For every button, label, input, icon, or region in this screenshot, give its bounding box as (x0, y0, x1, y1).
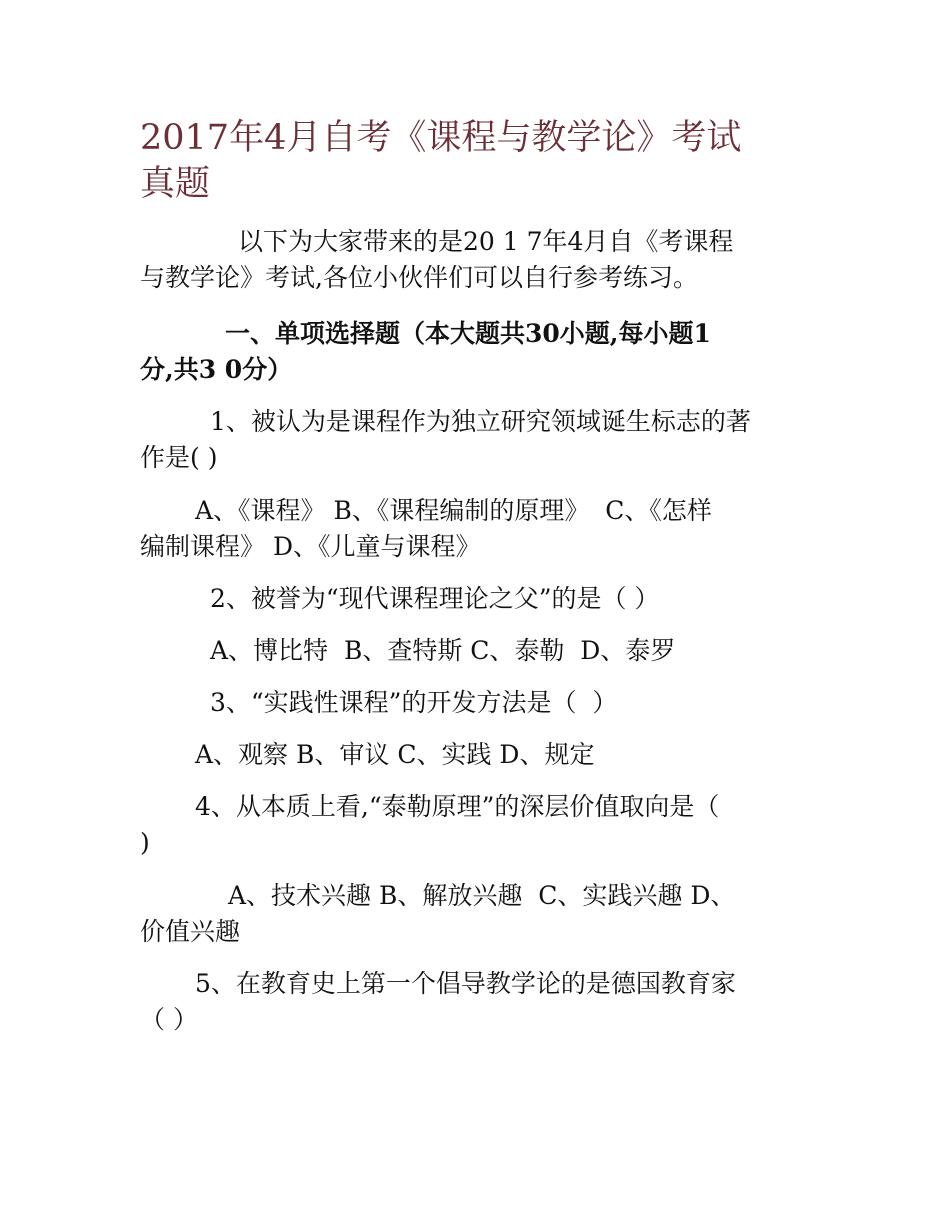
question-4-line-2: ) (140, 828, 150, 857)
question-1-options-line-2: 编制课程》 D、《儿童与课程》 (140, 532, 481, 561)
question-3-options-line-1: A、观察 B、审议 C、实践 D、规定 (195, 740, 595, 769)
question-5-line-2: （ ） (140, 1005, 198, 1034)
section-heading-line-1: 一、单项选择题（本大题共30小题,每小题1 (225, 319, 711, 348)
question-1-options-line-1: A、《课程》 B、《课程编制的原理》 C、《怎样 (195, 496, 712, 525)
question-4-line-1: 4、从本质上看,“泰勒原理”的深层价值取向是（ (195, 792, 720, 821)
intro-line-1: 以下为大家带来的是20 1 7年4月自《考课程 (238, 227, 734, 256)
question-4-options-line-1: A、技术兴趣 B、解放兴趣 C、实践兴趣 D、 (228, 881, 736, 910)
question-3-line-1: 3、“实践性课程”的开发方法是（ ） (210, 688, 618, 717)
document-title-line-1: 2017年4月自考《课程与教学论》考试 (140, 118, 742, 158)
question-2-options-line-1: A、博比特 B、查特斯 C、泰勒 D、泰罗 (210, 636, 676, 665)
document-title-line-2: 真题 (140, 164, 211, 204)
section-heading-line-2: 分,共3 0分） (140, 355, 293, 384)
question-5-line-1: 5、在教育史上第一个倡导教学论的是德国教育家 (195, 969, 736, 998)
question-4-options-line-2: 价值兴趣 (140, 917, 241, 946)
question-1-line-1: 1、被认为是课程作为独立研究领域诞生标志的著 (210, 407, 751, 436)
question-1-line-2: 作是( ) (140, 443, 218, 472)
intro-line-2: 与教学论》考试,各位小伙伴们可以自行参考练习。 (140, 263, 698, 292)
question-2-line-1: 2、被誉为“现代课程理论之父”的是（ ） (210, 584, 660, 613)
